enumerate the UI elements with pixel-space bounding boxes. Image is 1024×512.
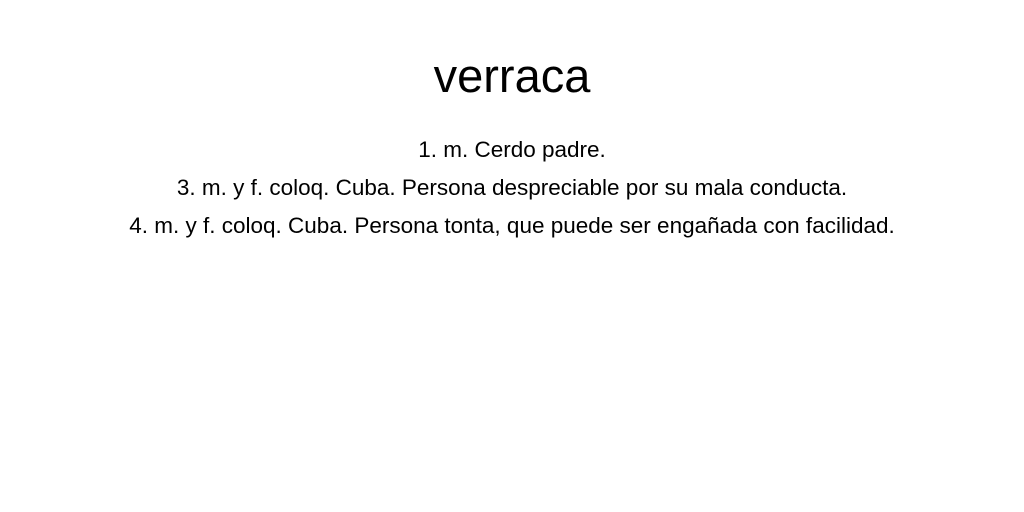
definition-item: 4. m. y f. coloq. Cuba. Persona tonta, que puede ser engañada con facilidad.	[129, 213, 895, 238]
definition-list	[0, 131, 1024, 245]
headword: verraca	[433, 49, 591, 102]
definition-item: 3. m. y f. coloq. Cuba. Persona despreciable por su mala conducta.	[176, 175, 848, 200]
definition-item: 1. m. Cerdo padre.	[418, 137, 606, 162]
